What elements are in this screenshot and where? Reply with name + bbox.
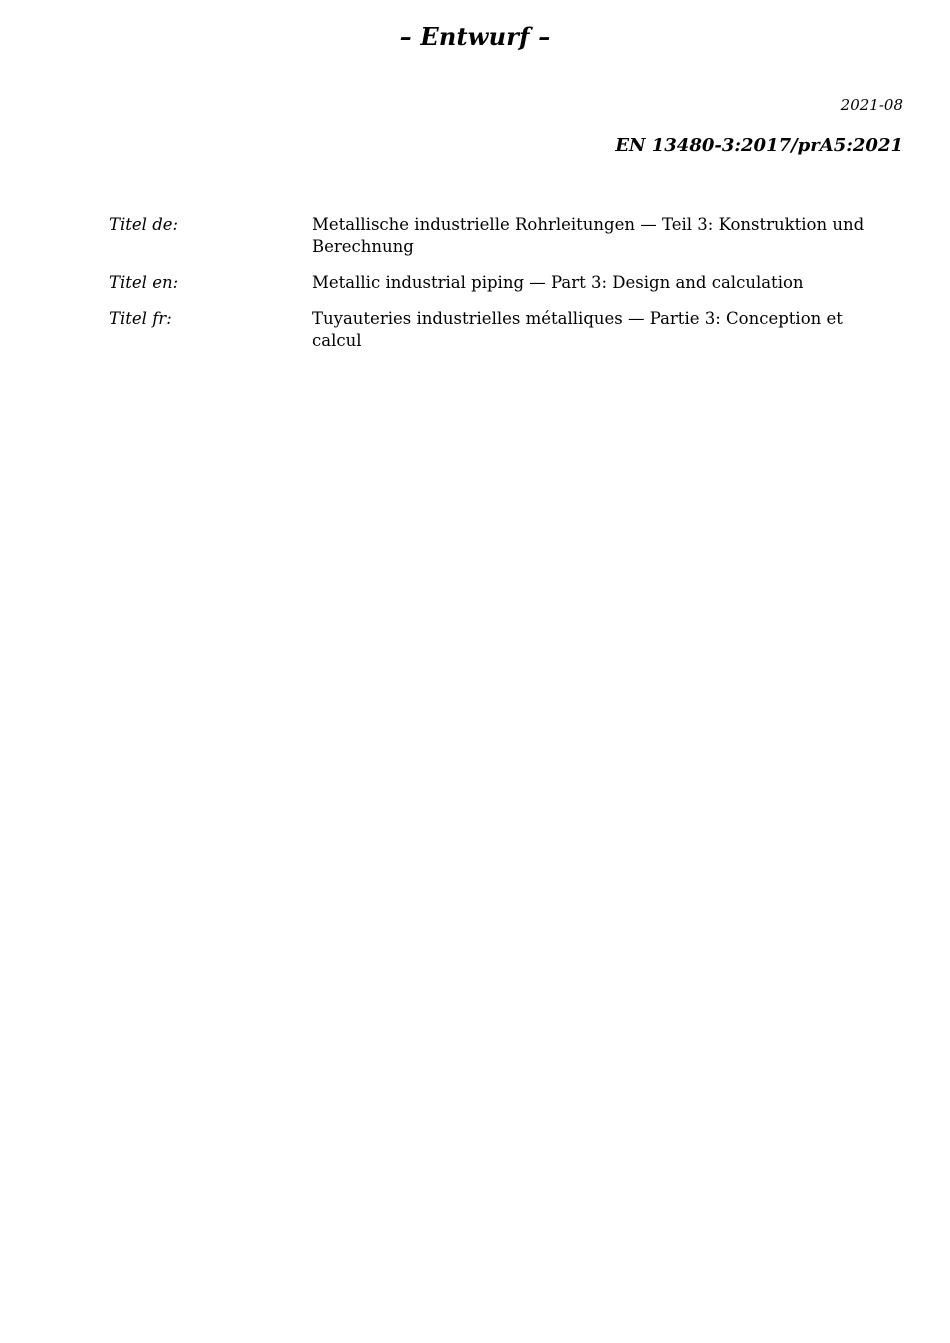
title-row-fr [109,308,909,352]
title-label-de: Titel de: [109,215,179,234]
title-row-en [109,272,909,294]
title-label-en: Titel en: [109,273,179,292]
title-row-de [109,214,909,258]
title-value-de: Metallische industrielle Rohrleitungen — Teil 3: Konstruktion und Berechnung [312,215,865,256]
title-value-fr: Tuyauteries industrielles métalliques — Partie 3: Conception et calcul [312,309,843,350]
titles-block [109,214,909,366]
title-label-fr: Titel fr: [109,309,172,328]
draft-heading: – Entwurf – [399,22,551,51]
document-date: 2021-08 [840,96,903,114]
title-value-en: Metallic industrial piping — Part 3: Design and calculation [312,273,804,292]
document-number: EN 13480-3:2017/prA5:2021 [615,135,903,156]
